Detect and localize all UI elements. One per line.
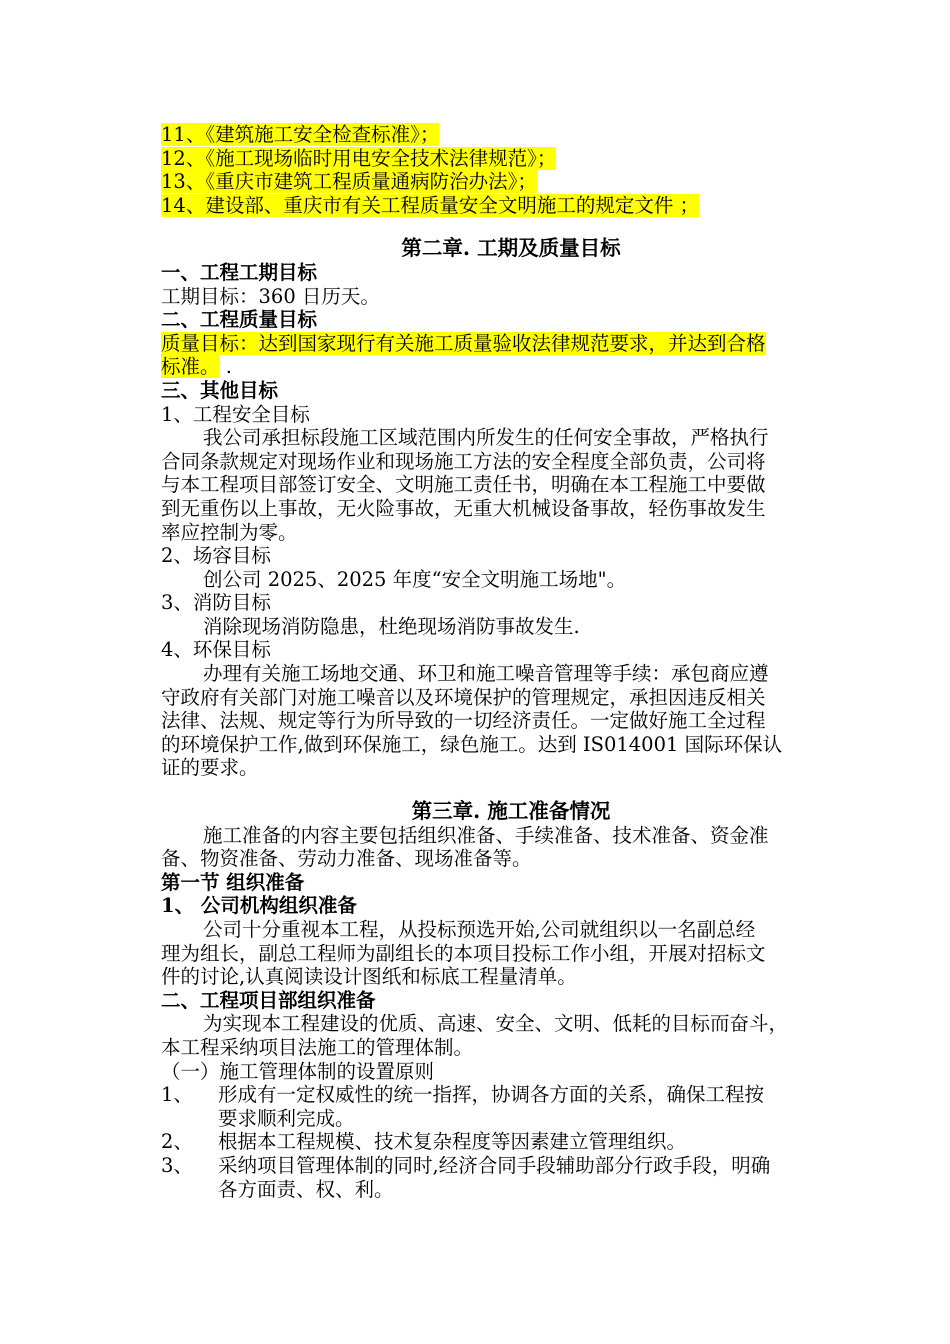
section-1-title: 第一节 组织准备 xyxy=(161,870,305,894)
reference-item-14: 14、建设部、重庆市有关工程质量安全文明施工的规定文件 ； xyxy=(161,193,700,217)
principle-number: 3、 xyxy=(161,1153,193,1177)
schedule-goal-heading: 一、工程工期目标 xyxy=(161,260,318,284)
company-org-line: 理为组长，副总工程师为副组长的本项目投标工作小组，开展对招标文 xyxy=(161,941,766,965)
principle-item xyxy=(161,1083,861,1130)
other-goals-heading: 三、其他目标 xyxy=(161,378,279,402)
quality-goal-heading: 二、工程质量目标 xyxy=(161,308,318,332)
fire-goal-text: 消除现场消防隐患，杜绝现场消防事故发生. xyxy=(203,614,580,638)
chapter-2-title: 第二章. 工期及质量目标 xyxy=(401,236,621,261)
principle-line: 要求顺利完成。 xyxy=(218,1106,355,1130)
principle-line: 各方面责、权、利。 xyxy=(218,1177,394,1201)
safety-goal-line: 到无重伤以上事故，无火险事故，无重大机械设备事故，轻伤事故发生 xyxy=(161,496,766,520)
reference-item-12: 12、《施工现场临时用电安全技术法律规范》； xyxy=(161,146,557,170)
principle-number: 1、 xyxy=(161,1083,193,1107)
environment-goal-line: 证的要求。 xyxy=(161,756,259,780)
project-org-heading: 二、工程项目部组织准备 xyxy=(161,988,376,1012)
project-org-line: 为实现本工程建设的优质、高速、安全、文明、低耗的目标而奋斗， xyxy=(203,1012,789,1036)
site-goal-title: 2、场容目标 xyxy=(161,544,271,568)
environment-goal-title: 4、环保目标 xyxy=(161,638,271,662)
chapter-3-title: 第三章. 施工准备情况 xyxy=(411,799,611,824)
principle-item xyxy=(161,1154,861,1201)
principle-item xyxy=(161,1130,861,1154)
principle-line: 采纳项目管理体制的同时,经济合同手段辅助部分行政手段，明确 xyxy=(218,1153,771,1177)
project-org-line: 本工程采纳项目法施工的管理体制。 xyxy=(161,1035,474,1059)
company-org-line: 件的讨论,认真阅读设计图纸和标底工程量清单。 xyxy=(161,965,577,989)
chapter-3-intro-line: 施工准备的内容主要包括组织准备、手续准备、技术准备、资金准 xyxy=(203,823,769,847)
environment-goal-line: 法律、法规、规定等行为所导致的一切经济责任。一定做好施工全过程 xyxy=(161,709,766,733)
company-org-line: 公司十分重视本工程，从投标预选开始,公司就组织以一名副总经 xyxy=(203,918,756,941)
environment-goal-line: 办理有关施工场地交通、环卫和施工噪音管理等手续：承包商应遵 xyxy=(203,662,769,686)
safety-goal-line: 合同条款规定对现场作业和现场施工方法的安全程度全部负责，公司将 xyxy=(161,449,766,473)
safety-goal-line: 我公司承担标段施工区域范围内所发生的任何安全事故，严格执行 xyxy=(203,426,769,450)
safety-goal-line: 率应控制为零。 xyxy=(161,520,298,544)
site-goal-text: 创公司 2025、2025 年度“安全文明施工场地"。 xyxy=(203,567,627,591)
chapter-3-intro-line: 备、物资准备、劳动力准备、现场准备等。 xyxy=(161,847,532,871)
company-org-heading: 1、 公司机构组织准备 xyxy=(161,894,357,918)
principle-number: 2、 xyxy=(161,1130,193,1154)
quality-goal-text-1: 质量目标：达到国家现行有关施工质量验收法律规范要求，并达到合格 xyxy=(161,331,766,355)
reference-item-11: 11、《建筑施工安全检查标准》； xyxy=(161,123,440,146)
environment-goal-line: 的环境保护工作,做到环保施工，绿色施工。达到 IS014001 国际环保认 xyxy=(161,732,783,756)
principle-line: 形成有一定权威性的统一指挥，协调各方面的关系，确保工程按 xyxy=(218,1083,765,1107)
reference-item-13: 13、《重庆市建筑工程质量通病防治办法》； xyxy=(161,170,537,194)
safety-goal-title: 1、工程安全目标 xyxy=(161,402,310,426)
fire-goal-title: 3、消防目标 xyxy=(161,591,271,615)
quality-goal-text-2: 标准。 . xyxy=(161,355,232,379)
page-content xyxy=(161,123,861,1201)
safety-goal-line: 与本工程项目部签订安全、文明施工责任书，明确在本工程施工中要做 xyxy=(161,473,766,497)
schedule-goal-text: 工期目标：360 日历天。 xyxy=(161,284,380,308)
environment-goal-line: 守政府有关部门对施工噪音以及环境保护的管理规定，承担因违反相关 xyxy=(161,685,766,709)
principle-line: 根据本工程规模、技术复杂程度等因素建立管理组织。 xyxy=(218,1130,687,1154)
principle-heading: （一）施工管理体制的设置原则 xyxy=(161,1059,435,1083)
